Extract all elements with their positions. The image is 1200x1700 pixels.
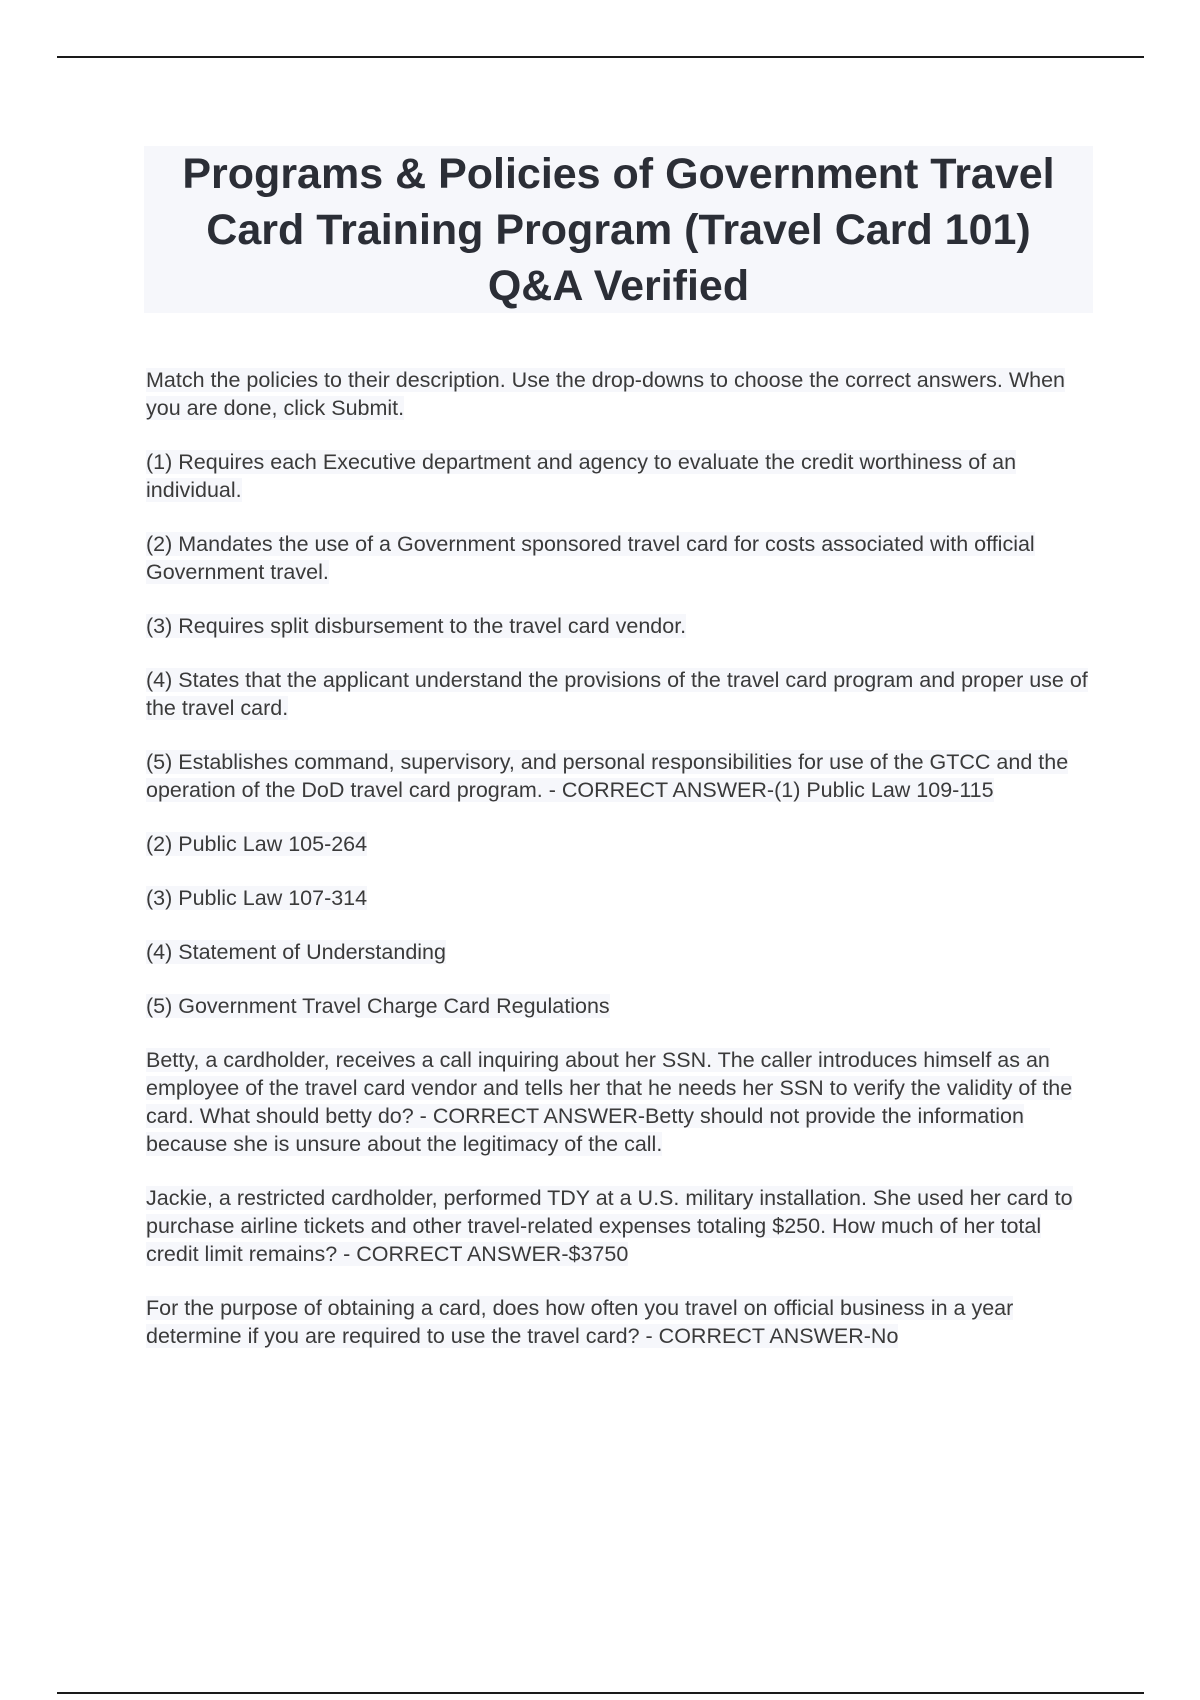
policy-description-5-answer: (5) Establishes command, supervisory, and personal responsibilities for use of the GTCC and the operation of the DoD travel card program. - CORRECT ANSWER-(1) Public Law 109-115 xyxy=(146,750,1069,802)
document-title: Programs & Policies of Government Travel Card Training Program (Travel Card 101) Q&A Verified xyxy=(182,149,1055,310)
answer-item-4: (4) Statement of Understanding xyxy=(146,940,446,964)
policy-description-1: (1) Requires each Executive department and agency to evaluate the credit worthiness of an individual. xyxy=(146,450,1017,502)
answer-item-2: (2) Public Law 105-264 xyxy=(146,832,368,856)
question-jackie: Jackie, a restricted cardholder, performed TDY at a U.S. military installation. She used her card to purchase airline tickets and other travel-related expenses totaling $250. How much of her total credit limit remains? - CORRECT ANSWER-$3750 xyxy=(146,1186,1073,1266)
document-body xyxy=(146,366,1096,1376)
policy-description-3: (3) Requires split disbursement to the travel card vendor. xyxy=(146,614,687,638)
answer-item-5: (5) Government Travel Charge Card Regulations xyxy=(146,994,610,1018)
question-travel-frequency: For the purpose of obtaining a card, does how often you travel on official business in a year determine if you are required to use the travel card? - CORRECT ANSWER-No xyxy=(146,1296,1014,1348)
answer-item-3: (3) Public Law 107-314 xyxy=(146,886,368,910)
policy-description-4: (4) States that the applicant understand the provisions of the travel card program and proper use of the travel card. xyxy=(146,668,1088,720)
question-betty: Betty, a cardholder, receives a call inquiring about her SSN. The caller introduces himself as an employee of the travel card vendor and tells her that he needs her SSN to verify the validity of the card. What should betty do? - CORRECT ANSWER-Betty should not provide the information because she is unsure about the legitimacy of the call. xyxy=(146,1048,1073,1156)
title-banner xyxy=(144,146,1093,313)
policy-description-2: (2) Mandates the use of a Government sponsored travel card for costs associated with official Government travel. xyxy=(146,532,1035,584)
top-divider xyxy=(57,56,1144,58)
instructions-paragraph: Match the policies to their description. Use the drop-downs to choose the correct answers. When you are done, click Submit. xyxy=(146,368,1065,420)
bottom-divider xyxy=(57,1692,1144,1694)
